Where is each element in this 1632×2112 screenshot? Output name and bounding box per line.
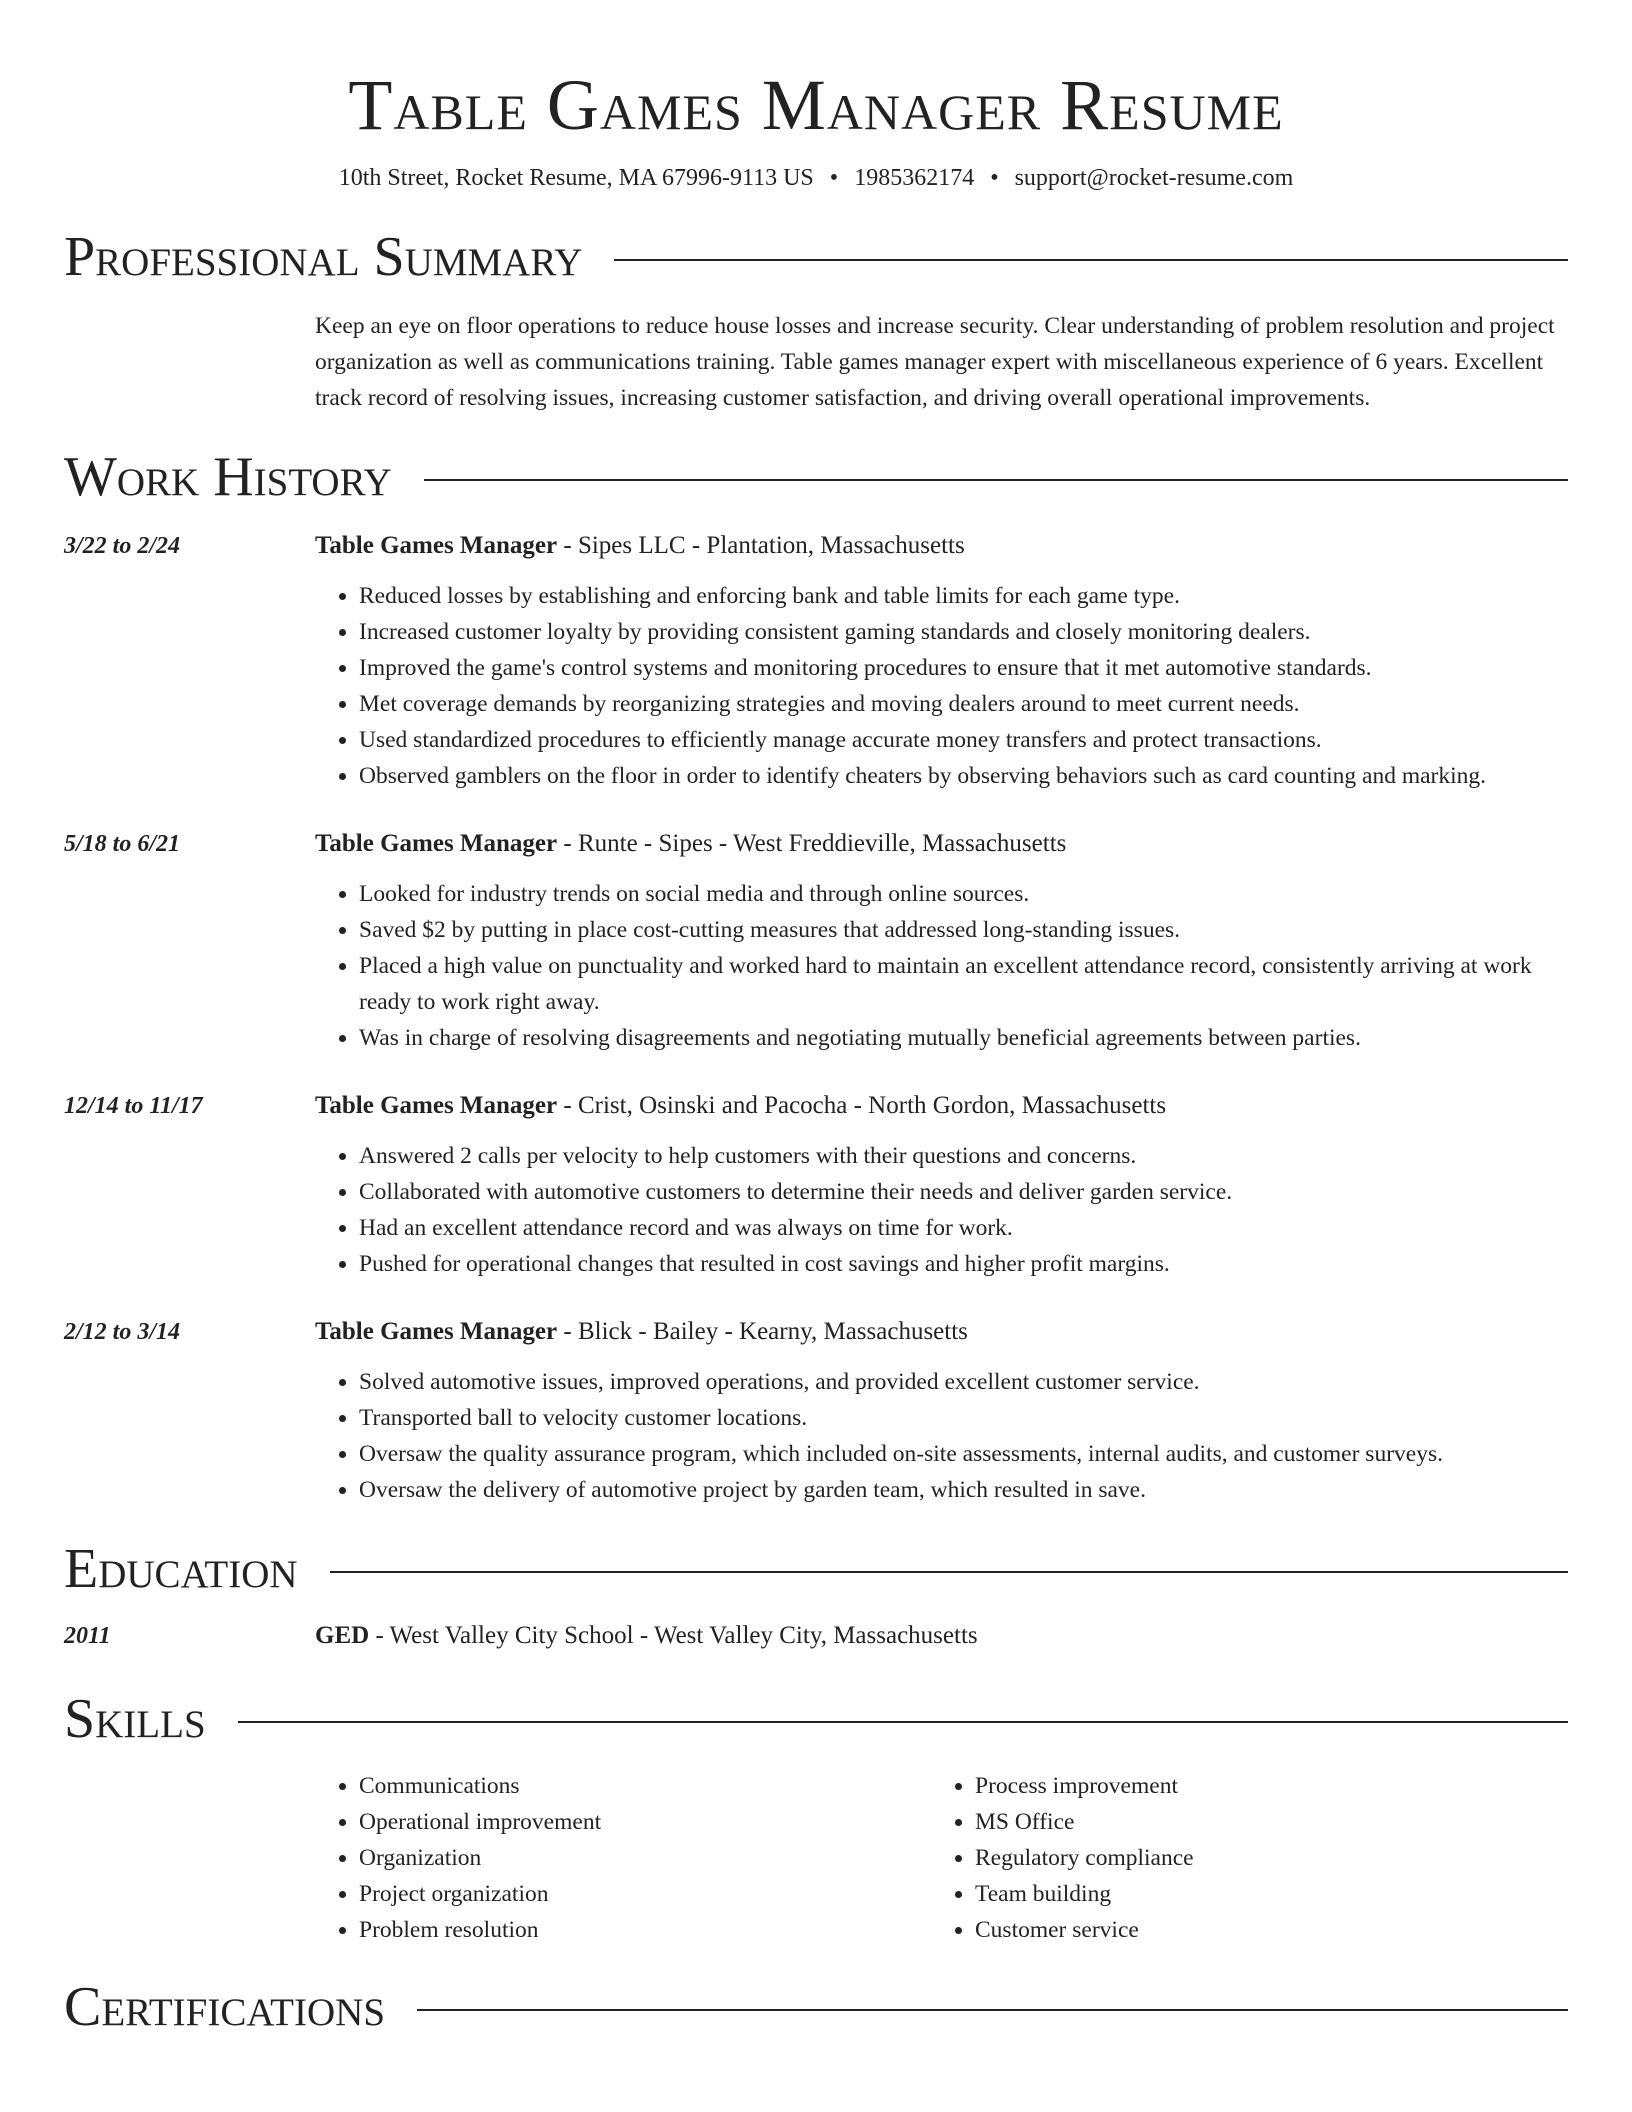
skill-item: • MS Office: [975, 1804, 1547, 1840]
skills-header: [64, 1684, 1568, 1754]
job-bullet: • Solved automotive issues, improved operations, and provided excellent customer service.: [359, 1364, 1568, 1400]
job-bullet: • Answered 2 calls per velocity to help customers with their questions and concerns.: [359, 1138, 1568, 1174]
job-dates: 2/12 to 3/14: [64, 1319, 181, 1345]
job-bullets: [315, 1138, 1568, 1282]
skills-list-left: [315, 1768, 931, 1948]
certifications-section: [64, 1972, 1568, 2042]
skill-item: • Team building: [975, 1876, 1547, 1912]
work-history-heading: Work History: [64, 446, 392, 508]
contact-line: [64, 162, 1568, 194]
certifications-header: [64, 1972, 1568, 2042]
contact-email[interactable]: support@rocket-resume.com: [1014, 165, 1294, 191]
job-entry: [64, 528, 1568, 794]
section-divider: [417, 2009, 1568, 2011]
job-bullet: • Oversaw the delivery of automotive project by garden team, which resulted in save.: [359, 1472, 1568, 1508]
job-bullet: • Was in charge of resolving disagreements and negotiating mutually beneficial agreements between parties.: [359, 1020, 1568, 1056]
job-details: - Runte - Sipes - West Freddieville, Massachusetts: [557, 830, 1067, 857]
job-bullet: • Met coverage demands by reorganizing strategies and moving dealers around to meet current needs.: [359, 686, 1568, 722]
job-bullets: [315, 578, 1568, 794]
job-entry: [64, 826, 1568, 1056]
contact-separator: •: [990, 165, 999, 191]
job-bullets: [315, 876, 1568, 1056]
summary-heading: Professional Summary: [64, 226, 583, 288]
job-bullet: • Looked for industry trends on social media and through online sources.: [359, 876, 1568, 912]
job-bullet: • Oversaw the quality assurance program, which included on-site assessments, internal audits, and customer surveys.: [359, 1436, 1568, 1472]
contact-address: 10th Street, Rocket Resume, MA 67996-9113 US: [338, 165, 814, 191]
education-degree: GED: [315, 1622, 370, 1649]
summary-text: Keep an eye on floor operations to reduce house losses and increase security. Clear understanding of problem resolution and project organization as well as communications training. Table games manager expert with miscellaneous experience of 6 years. Excellent track record of resolving issues, increasing customer satisfaction, and driving overall operational improvements.: [315, 313, 1555, 411]
job-entry: [64, 1314, 1568, 1508]
section-divider: [238, 1721, 1568, 1723]
job-dates: 3/22 to 2/24: [64, 533, 181, 559]
job-body: [315, 1088, 1568, 1282]
job-bullet: • Saved $2 by putting in place cost-cutting measures that addressed long-standing issues.: [359, 912, 1568, 948]
skill-item: • Project organization: [359, 1876, 931, 1912]
education-section: [64, 1534, 1568, 1654]
job-title: Table Games Manager: [315, 1318, 558, 1345]
skill-item: • Communications: [359, 1768, 931, 1804]
job-body: [315, 1314, 1568, 1508]
job-bullets: [315, 1364, 1568, 1508]
job-entry: [64, 1088, 1568, 1282]
job-bullet: • Observed gamblers on the floor in order to identify cheaters by observing behaviors such as card counting and marking.: [359, 758, 1568, 794]
job-bullet: • Increased customer loyalty by providing consistent gaming standards and closely monitoring dealers.: [359, 614, 1568, 650]
summary-section: [64, 222, 1568, 416]
job-title: Table Games Manager: [315, 1092, 558, 1119]
skill-item: • Organization: [359, 1840, 931, 1876]
section-divider: [614, 259, 1568, 261]
skills-list-right: [931, 1768, 1547, 1948]
job-bullet: • Pushed for operational changes that resulted in cost savings and higher profit margins.: [359, 1246, 1568, 1282]
work-history-section: [64, 442, 1568, 1508]
education-heading: Education: [64, 1538, 298, 1600]
job-dates: 5/18 to 6/21: [64, 831, 181, 857]
job-body: [315, 826, 1568, 1056]
skills-grid: [315, 1768, 1568, 1948]
work-history-header: [64, 442, 1568, 512]
resume-page: [64, 0, 1568, 2042]
job-details: - Sipes LLC - Plantation, Massachusetts: [557, 532, 965, 559]
job-bullet: • Used standardized procedures to efficiently manage accurate money transfers and protect transactions.: [359, 722, 1568, 758]
education-heading-line: [315, 1618, 1568, 1654]
education-entry: [64, 1618, 1568, 1654]
job-body: [315, 528, 1568, 794]
resume-title: Table Games Manager Resume: [348, 65, 1284, 145]
education-header: [64, 1534, 1568, 1604]
education-details: - West Valley City School - West Valley City, Massachusetts: [369, 1622, 978, 1649]
job-bullet: • Collaborated with automotive customers to determine their needs and deliver garden service.: [359, 1174, 1568, 1210]
job-title: Table Games Manager: [315, 830, 558, 857]
job-title: Table Games Manager: [315, 532, 558, 559]
skill-item: • Regulatory compliance: [975, 1840, 1547, 1876]
education-year: 2011: [64, 1623, 111, 1649]
job-bullet: • Transported ball to velocity customer locations.: [359, 1400, 1568, 1436]
job-bullet: • Improved the game's control systems and monitoring procedures to ensure that it met automotive standards.: [359, 650, 1568, 686]
skill-item: • Operational improvement: [359, 1804, 931, 1840]
job-heading: [315, 1314, 1568, 1350]
skill-item: • Customer service: [975, 1912, 1547, 1948]
contact-phone: 1985362174: [854, 165, 975, 191]
job-bullet: • Placed a high value on punctuality and worked hard to maintain an excellent attendance record, consistently arriving at work ready to work right away.: [359, 948, 1568, 1020]
job-bullet: • Had an excellent attendance record and was always on time for work.: [359, 1210, 1568, 1246]
contact-separator: •: [829, 165, 839, 191]
section-divider: [424, 479, 1568, 481]
certifications-heading: Certifications: [64, 1976, 386, 2038]
job-heading: [315, 528, 1568, 564]
summary-header: [64, 222, 1568, 292]
section-divider: [330, 1571, 1568, 1573]
job-heading: [315, 1088, 1568, 1124]
skills-section: [64, 1684, 1568, 1948]
skill-item: • Problem resolution: [359, 1912, 931, 1948]
job-heading: [315, 826, 1568, 862]
job-dates: 12/14 to 11/17: [64, 1093, 203, 1119]
skill-item: • Process improvement: [975, 1768, 1547, 1804]
skills-heading: Skills: [64, 1688, 206, 1750]
job-details: - Blick - Bailey - Kearny, Massachusetts: [557, 1318, 968, 1345]
education-body: [315, 1618, 1568, 1654]
job-bullet: • Reduced losses by establishing and enforcing bank and table limits for each game type.: [359, 578, 1568, 614]
job-details: - Crist, Osinski and Pacocha - North Gordon, Massachusetts: [557, 1092, 1167, 1119]
